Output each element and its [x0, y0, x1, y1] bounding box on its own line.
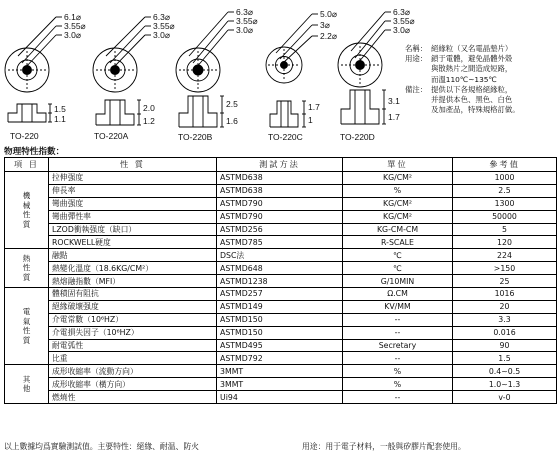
category-cell: 機 械 性 質 [5, 172, 49, 249]
table-row [5, 197, 557, 210]
unit-cell: KG/CM² [343, 172, 453, 185]
unit-cell: -- [343, 391, 453, 404]
reference-cell: 1000 [453, 172, 557, 185]
diagram-to-220c-dim-outer: 5.0⌀ [320, 9, 337, 19]
table-row [5, 352, 557, 365]
diagram-to-220b-height-total: 2.5 [226, 99, 238, 109]
unit-cell: G/10MIN [343, 275, 453, 288]
diagram-to-220a-dim-inner: 3.0⌀ [153, 30, 170, 40]
property-cell: 融點 [49, 249, 217, 262]
method-cell: ASTMD150 [217, 326, 343, 339]
method-cell: 3MMT [217, 378, 343, 391]
reference-cell: 2.5 [453, 184, 557, 197]
diagram-to-220d-dim-inner: 3.0⌀ [393, 25, 410, 35]
method-cell: ASTMD256 [217, 223, 343, 236]
method-cell: Ui94 [217, 391, 343, 404]
table-row [5, 236, 557, 249]
diagram-to-220a-height-total: 2.0 [143, 103, 155, 113]
unit-cell: % [343, 365, 453, 378]
method-cell: ASTMD495 [217, 339, 343, 352]
property-cell: 伸長率 [49, 184, 217, 197]
reference-cell: 3.3 [453, 313, 557, 326]
table-row [5, 391, 557, 404]
method-cell: ASTMD790 [217, 197, 343, 210]
category-cell: 熱 性 質 [5, 249, 49, 288]
property-cell: 絕緣破壞强度 [49, 300, 217, 313]
diagram-to-220c-dim-inner: 2.2⌀ [320, 31, 337, 41]
note-remark-continued-2: 及加產品，特殊規格訂做。 [431, 105, 520, 115]
property-cell: 成形收縮率（流動方向） [49, 365, 217, 378]
note-use-value: 鎖于電體，避免晶體外殼 [431, 54, 513, 64]
reference-cell: 1.0~1.3 [453, 378, 557, 391]
diagram-to-220b-dim-outer: 6.3⌀ [236, 7, 253, 17]
note-use-continued-1: 與散熱片之間造成短路， [431, 64, 513, 74]
table-row [5, 210, 557, 223]
method-cell: ASTMD149 [217, 300, 343, 313]
property-cell: LZOD衝執强度（缺口） [49, 223, 217, 236]
property-cell: 熱熔融指數（MFI） [49, 275, 217, 288]
section-heading: 物理特性指數： [4, 147, 65, 157]
reference-cell: 1016 [453, 288, 557, 301]
method-cell: ASTMD638 [217, 172, 343, 185]
note-remark-key: 備注： [405, 84, 428, 94]
table-row [5, 300, 557, 313]
header-item: 項 目 [5, 158, 49, 172]
property-cell: 熱變化溫度（18.6KG/CM²） [49, 262, 217, 275]
unit-cell: KV/MM [343, 300, 453, 313]
method-cell: ASTMD648 [217, 262, 343, 275]
table-row [5, 275, 557, 288]
method-cell: ASTMD792 [217, 352, 343, 365]
table-row [5, 326, 557, 339]
unit-cell: R-SCALE [343, 236, 453, 249]
diagram-to-220-dim-outer: 6.1⌀ [64, 12, 81, 22]
property-cell: 拉伸强度 [49, 172, 217, 185]
reference-cell: >150 [453, 262, 557, 275]
reference-cell: 90 [453, 339, 557, 352]
diagram-to-220a-dim-outer: 6.3⌀ [153, 12, 170, 22]
diagram-to-220-dim-middle: 3.55⌀ [64, 21, 86, 31]
diagram-to-220-caption: TO-220 [10, 131, 39, 141]
method-cell: DSC法 [217, 249, 343, 262]
property-cell: 耐電弧性 [49, 339, 217, 352]
diagram-to-220a-caption: TO-220A [94, 131, 129, 141]
unit-cell: -- [343, 352, 453, 365]
reference-cell: 25 [453, 275, 557, 288]
note-remark-value: 提供以下各規格絕緣粒， [431, 84, 513, 94]
property-cell: 介電常數（10⁶HZ） [49, 313, 217, 326]
property-cell: 介電損失因子（10⁶HZ） [49, 326, 217, 339]
unit-cell: -- [343, 313, 453, 326]
diagram-to-220d [338, 12, 391, 124]
table-row [5, 288, 557, 301]
footer-left: 以上數據均爲實驗測試值。主要特性：絕緣、耐温、防火 [4, 442, 199, 451]
reference-cell: 1300 [453, 197, 557, 210]
table-row [5, 249, 557, 262]
property-cell: 燃燒性 [49, 391, 217, 404]
property-cell: 彎曲彈性率 [49, 210, 217, 223]
diagram-to-220d-dim-middle: 3.55⌀ [393, 16, 415, 26]
table-row [5, 172, 557, 185]
unit-cell: -- [343, 326, 453, 339]
diagram-to-220d-height-total: 3.1 [388, 96, 400, 106]
unit-cell: KG-CM-CM [343, 223, 453, 236]
category-cell: 電 氣 性 質 [5, 288, 49, 365]
property-cell: 比重 [49, 352, 217, 365]
diagram-to-220-height-total: 1.5 [54, 104, 66, 114]
unit-cell: KG/CM² [343, 197, 453, 210]
reference-cell: v-0 [453, 391, 557, 404]
diagram-to-220d-height-base: 1.7 [388, 112, 400, 122]
diagram-to-220c-caption: TO-220C [268, 132, 303, 142]
diagram-to-220a-height-base: 1.2 [143, 116, 155, 126]
reference-cell: 1.5 [453, 352, 557, 365]
method-cell: ASTMD257 [217, 288, 343, 301]
header-reference-value: 參考值 [453, 158, 557, 172]
note-name-value: 絕緣粒（又名電晶墊片） [431, 44, 513, 53]
diagram-to-220d-caption: TO-220D [340, 132, 375, 142]
reference-cell: 5 [453, 223, 557, 236]
diagram-to-220b-dim-inner: 3.0⌀ [236, 25, 253, 35]
note-use-continued-2: 而溫110℃~135℃ [431, 74, 497, 84]
unit-cell: % [343, 378, 453, 391]
header-unit: 單位 [343, 158, 453, 172]
reference-cell: 120 [453, 236, 557, 249]
unit-cell: ℃ [343, 262, 453, 275]
method-cell: 3MMT [217, 365, 343, 378]
note-use-key: 用途： [405, 54, 428, 64]
note-remark-continued-1: 并提供本色、黑色、白色 [431, 95, 513, 105]
table-row [5, 184, 557, 197]
diagram-to-220c-dim-middle: 3⌀ [320, 20, 330, 30]
reference-cell: 50000 [453, 210, 557, 223]
category-cell: 其 他 [5, 365, 49, 404]
diagram-to-220b [176, 12, 234, 127]
unit-cell: ℃ [343, 249, 453, 262]
unit-cell: Secretary [343, 339, 453, 352]
header-test-method: 測試方法 [217, 158, 343, 172]
diagram-to-220b-caption: TO-220B [178, 132, 213, 142]
table-row [5, 223, 557, 236]
diagram-to-220b-height-base: 1.6 [226, 116, 238, 126]
unit-cell: Ω.CM [343, 288, 453, 301]
table-row [5, 262, 557, 275]
diagram-to-220b-dim-middle: 3.55⌀ [236, 16, 258, 26]
diagram-to-220c-height-base: 1 [308, 115, 313, 125]
property-cell: ROCKWELL硬度 [49, 236, 217, 249]
method-cell: ASTMD1238 [217, 275, 343, 288]
reference-cell: 0.016 [453, 326, 557, 339]
reference-cell: 0.4~0.5 [453, 365, 557, 378]
table-row [5, 313, 557, 326]
method-cell: ASTMD785 [217, 236, 343, 249]
property-cell: 體積固有阻抗 [49, 288, 217, 301]
product-notes [405, 44, 520, 115]
property-cell: 彎曲强度 [49, 197, 217, 210]
diagram-to-220-dim-inner: 3.0⌀ [64, 30, 81, 40]
reference-cell: 224 [453, 249, 557, 262]
header-property: 性 質 [49, 158, 217, 172]
diagram-to-220c-height-total: 1.7 [308, 102, 320, 112]
table-row [5, 339, 557, 352]
table-row [5, 378, 557, 391]
method-cell: ASTMD790 [217, 210, 343, 223]
diagram-to-220d-dim-outer: 6.3⌀ [393, 7, 410, 17]
footer-right: 用途：用于電子材料，一般與矽膠片配套使用。 [302, 442, 466, 451]
table-body [5, 172, 557, 404]
properties-table [4, 157, 557, 404]
unit-cell: KG/CM² [343, 210, 453, 223]
note-name-key: 名稱： [405, 44, 428, 53]
diagram-to-220-height-base: 1.1 [54, 114, 66, 124]
reference-cell: 20 [453, 300, 557, 313]
method-cell: ASTMD638 [217, 184, 343, 197]
table-row [5, 365, 557, 378]
diagram-to-220a-dim-middle: 3.55⌀ [153, 21, 175, 31]
unit-cell: % [343, 184, 453, 197]
method-cell: ASTMD150 [217, 313, 343, 326]
property-cell: 成形收縮率（橫方向） [49, 378, 217, 391]
table-header-row [5, 158, 557, 172]
